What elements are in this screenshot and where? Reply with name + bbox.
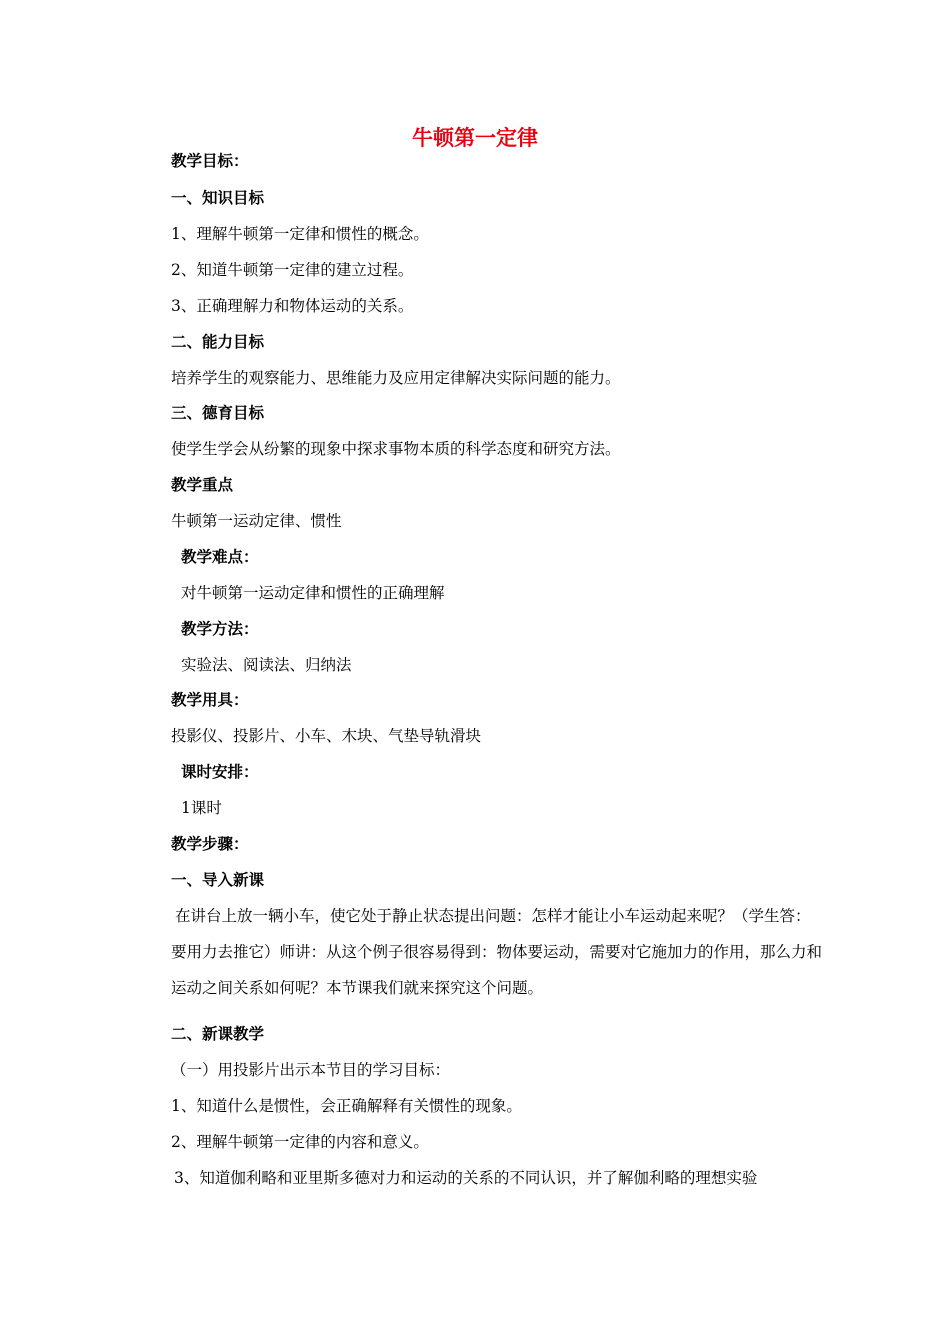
method-text: 实验法、阅读法、归纳法 bbox=[181, 656, 352, 674]
tools-text: 投影仪、投影片、小车、木块、气垫导轨滑块 bbox=[171, 727, 482, 745]
key-heading: 教学重点 bbox=[171, 476, 234, 494]
knowledge-heading: 一、知识目标 bbox=[171, 189, 265, 207]
moral-heading: 三、德育目标 bbox=[171, 404, 265, 422]
knowledge-item-1: 1、理解牛顿第一定律和惯性的概念。 bbox=[171, 225, 429, 243]
method-heading: 教学方法： bbox=[181, 620, 259, 638]
schedule-text: 1课时 bbox=[181, 799, 222, 817]
ability-text: 培养学生的观察能力、思维能力及应用定律解决实际问题的能力。 bbox=[171, 369, 621, 387]
goal-item-1: 1、知道什么是惯性，会正确解释有关惯性的现象。 bbox=[171, 1097, 522, 1115]
new-lesson-subheading: （一）用投影片出示本节目的学习目标： bbox=[171, 1061, 451, 1079]
tools-heading: 教学用具： bbox=[171, 691, 249, 709]
moral-text: 使学生学会从纷繁的现象中探求事物本质的科学态度和研究方法。 bbox=[171, 440, 621, 458]
document-title: 牛顿第一定律 bbox=[412, 126, 538, 150]
schedule-heading: 课时安排： bbox=[181, 763, 259, 781]
steps-heading: 教学步骤： bbox=[171, 835, 249, 853]
knowledge-item-2: 2、知道牛顿第一定律的建立过程。 bbox=[171, 261, 414, 279]
intro-paragraph-text: 在讲台上放一辆小车，使它处于静止状态提出问题：怎样才能让小车运动起来呢？（学生答：要用力去推它）师讲：从这个例子很容易得到：物体要运动，需要对它施加力的作用，那么力和运动之间关系如何呢？本节课我们就来探究这个问题。 bbox=[171, 907, 823, 997]
objectives-heading: 教学目标： bbox=[171, 152, 249, 170]
intro-paragraph bbox=[171, 898, 824, 1006]
key-text: 牛顿第一运动定律、惯性 bbox=[171, 512, 342, 530]
intro-heading: 一、导入新课 bbox=[171, 871, 265, 889]
goal-item-3: 3、知道伽利略和亚里斯多德对力和运动的关系的不同认识，并了解伽利略的理想实验 bbox=[174, 1169, 758, 1187]
difficulty-heading: 教学难点： bbox=[181, 548, 259, 566]
goal-item-2: 2、理解牛顿第一定律的内容和意义。 bbox=[171, 1133, 429, 1151]
new-lesson-heading: 二、新课教学 bbox=[171, 1025, 265, 1043]
knowledge-item-3: 3、正确理解力和物体运动的关系。 bbox=[171, 297, 414, 315]
difficulty-text: 对牛顿第一运动定律和惯性的正确理解 bbox=[181, 584, 445, 602]
ability-heading: 二、能力目标 bbox=[171, 333, 265, 351]
